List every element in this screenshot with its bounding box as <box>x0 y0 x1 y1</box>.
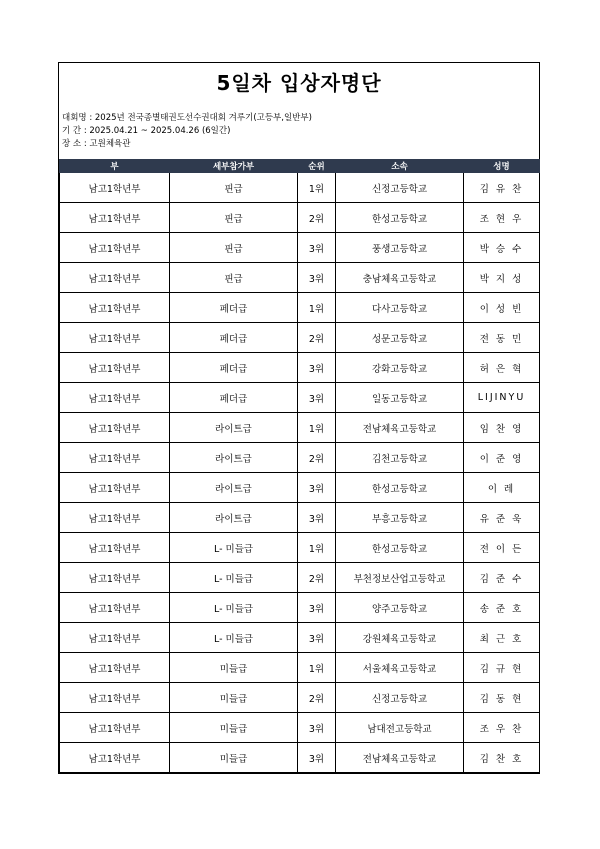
cell-school: 전남체육고등학교 <box>336 413 464 443</box>
cell-division: 남고1학년부 <box>60 413 170 443</box>
cell-division: 남고1학년부 <box>60 323 170 353</box>
cell-name: 전 이 든 <box>464 533 540 563</box>
cell-weight-class: 미들급 <box>170 683 298 713</box>
cell-weight-class: 페더급 <box>170 323 298 353</box>
cell-rank: 3위 <box>298 623 336 653</box>
cell-rank: 2위 <box>298 563 336 593</box>
cell-school: 강원체육고등학교 <box>336 623 464 653</box>
cell-school: 신정고등학교 <box>336 683 464 713</box>
cell-rank: 1위 <box>298 413 336 443</box>
cell-division: 남고1학년부 <box>60 443 170 473</box>
table-row <box>60 233 540 263</box>
table-row <box>60 563 540 593</box>
column-header-division: 부 <box>60 160 170 173</box>
cell-weight-class: 라이트급 <box>170 503 298 533</box>
cell-name: 임 찬 영 <box>464 413 540 443</box>
cell-division: 남고1학년부 <box>60 263 170 293</box>
cell-school: 한성고등학교 <box>336 473 464 503</box>
table-row <box>60 473 540 503</box>
cell-rank: 3위 <box>298 263 336 293</box>
cell-weight-class: L- 미들급 <box>170 563 298 593</box>
cell-school: 충남체육고등학교 <box>336 263 464 293</box>
cell-school: 부천정보산업고등학교 <box>336 563 464 593</box>
cell-rank: 1위 <box>298 173 336 203</box>
cell-school: 남대전고등학교 <box>336 713 464 743</box>
cell-name: 조 현 우 <box>464 203 540 233</box>
table-row <box>60 203 540 233</box>
cell-weight-class: L- 미들급 <box>170 623 298 653</box>
cell-school: 신정고등학교 <box>336 173 464 203</box>
cell-weight-class: 미들급 <box>170 653 298 683</box>
results-body <box>60 173 540 773</box>
cell-name: 이 준 영 <box>464 443 540 473</box>
cell-division: 남고1학년부 <box>60 593 170 623</box>
cell-division: 남고1학년부 <box>60 383 170 413</box>
cell-school: 부흥고등학교 <box>336 503 464 533</box>
table-row <box>60 713 540 743</box>
cell-school: 성문고등학교 <box>336 323 464 353</box>
table-row <box>60 413 540 443</box>
cell-division: 남고1학년부 <box>60 623 170 653</box>
column-header-name: 성명 <box>464 160 540 173</box>
table-row <box>60 623 540 653</box>
cell-weight-class: 미들급 <box>170 743 298 773</box>
cell-division: 남고1학년부 <box>60 353 170 383</box>
column-header-rank: 순위 <box>298 160 336 173</box>
column-header-weight-class: 세부참가부 <box>170 160 298 173</box>
cell-name: 최 근 호 <box>464 623 540 653</box>
cell-rank: 2위 <box>298 683 336 713</box>
table-row <box>60 653 540 683</box>
cell-rank: 1위 <box>298 653 336 683</box>
cell-school: 전남체육고등학교 <box>336 743 464 773</box>
cell-division: 남고1학년부 <box>60 563 170 593</box>
table-row <box>60 503 540 533</box>
table-row <box>60 743 540 773</box>
cell-name: 박 지 성 <box>464 263 540 293</box>
cell-rank: 3위 <box>298 353 336 383</box>
cell-rank: 3위 <box>298 473 336 503</box>
cell-rank: 3위 <box>298 743 336 773</box>
cell-weight-class: 라이트급 <box>170 443 298 473</box>
cell-division: 남고1학년부 <box>60 713 170 743</box>
cell-rank: 3위 <box>298 713 336 743</box>
cell-name: 허 은 혁 <box>464 353 540 383</box>
cell-name: LIJINYU <box>464 383 540 413</box>
cell-weight-class: L- 미들급 <box>170 533 298 563</box>
table-row <box>60 593 540 623</box>
cell-division: 남고1학년부 <box>60 503 170 533</box>
table-row <box>60 683 540 713</box>
cell-name: 김 규 현 <box>464 653 540 683</box>
competition-period: 기 간 : 2025.04.21 ~ 2025.04.26 (6일간) <box>62 126 231 136</box>
results-table <box>59 159 540 773</box>
cell-weight-class: 핀급 <box>170 233 298 263</box>
cell-school: 강화고등학교 <box>336 353 464 383</box>
cell-name: 전 동 민 <box>464 323 540 353</box>
cell-rank: 1위 <box>298 293 336 323</box>
table-header-row <box>60 160 540 173</box>
competition-venue: 장 소 : 고원체육관 <box>62 139 131 149</box>
cell-division: 남고1학년부 <box>60 743 170 773</box>
table-row <box>60 383 540 413</box>
cell-name: 이 레 <box>464 473 540 503</box>
cell-rank: 2위 <box>298 443 336 473</box>
cell-school: 한성고등학교 <box>336 203 464 233</box>
cell-weight-class: 핀급 <box>170 173 298 203</box>
cell-school: 한성고등학교 <box>336 533 464 563</box>
cell-rank: 3위 <box>298 593 336 623</box>
cell-division: 남고1학년부 <box>60 533 170 563</box>
cell-rank: 2위 <box>298 203 336 233</box>
cell-weight-class: 미들급 <box>170 713 298 743</box>
cell-name: 김 동 현 <box>464 683 540 713</box>
cell-division: 남고1학년부 <box>60 173 170 203</box>
cell-rank: 3위 <box>298 233 336 263</box>
cell-name: 조 우 찬 <box>464 713 540 743</box>
cell-school: 다사고등학교 <box>336 293 464 323</box>
cell-weight-class: 페더급 <box>170 293 298 323</box>
cell-name: 이 성 빈 <box>464 293 540 323</box>
cell-weight-class: 페더급 <box>170 353 298 383</box>
cell-school: 풍생고등학교 <box>336 233 464 263</box>
table-row <box>60 173 540 203</box>
cell-weight-class: 핀급 <box>170 203 298 233</box>
table-row <box>60 443 540 473</box>
cell-rank: 1위 <box>298 533 336 563</box>
cell-weight-class: L- 미들급 <box>170 593 298 623</box>
cell-division: 남고1학년부 <box>60 233 170 263</box>
cell-rank: 2위 <box>298 323 336 353</box>
cell-name: 김 유 찬 <box>464 173 540 203</box>
cell-name: 김 찬 호 <box>464 743 540 773</box>
results-sheet <box>58 62 540 774</box>
table-row <box>60 533 540 563</box>
cell-school: 김천고등학교 <box>336 443 464 473</box>
competition-name: 대회명 : 2025년 전국종별태권도선수권대회 겨루기(고등부,일반부) <box>62 113 312 123</box>
cell-school: 일동고등학교 <box>336 383 464 413</box>
cell-division: 남고1학년부 <box>60 203 170 233</box>
cell-weight-class: 페더급 <box>170 383 298 413</box>
cell-name: 박 승 수 <box>464 233 540 263</box>
cell-division: 남고1학년부 <box>60 473 170 503</box>
cell-weight-class: 라이트급 <box>170 473 298 503</box>
cell-school: 양주고등학교 <box>336 593 464 623</box>
cell-division: 남고1학년부 <box>60 293 170 323</box>
cell-name: 송 준 호 <box>464 593 540 623</box>
table-row <box>60 323 540 353</box>
cell-division: 남고1학년부 <box>60 653 170 683</box>
table-row <box>60 263 540 293</box>
table-row <box>60 353 540 383</box>
cell-rank: 3위 <box>298 383 336 413</box>
cell-school: 서울체육고등학교 <box>336 653 464 683</box>
cell-division: 남고1학년부 <box>60 683 170 713</box>
cell-rank: 3위 <box>298 503 336 533</box>
table-row <box>60 293 540 323</box>
cell-name: 유 준 욱 <box>464 503 540 533</box>
cell-name: 김 준 수 <box>464 563 540 593</box>
column-header-school: 소속 <box>336 160 464 173</box>
cell-weight-class: 라이트급 <box>170 413 298 443</box>
cell-weight-class: 핀급 <box>170 263 298 293</box>
page-title: 5일차 입상자명단 <box>216 71 382 95</box>
